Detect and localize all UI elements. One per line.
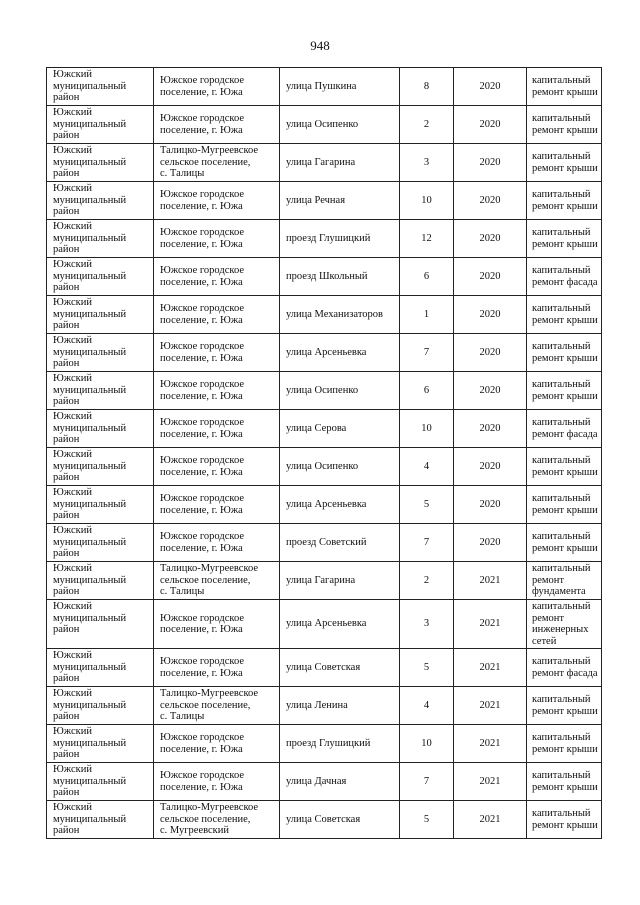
cell-work-type: капитальный ремонт крыши xyxy=(527,486,602,524)
cell-street: улица Арсеньевка xyxy=(280,334,400,372)
table-row xyxy=(47,296,602,334)
cell-year: 2020 xyxy=(454,144,527,182)
cell-street: улица Советская xyxy=(280,801,400,839)
table-row xyxy=(47,801,602,839)
cell-work-type: капитальный ремонт крыши xyxy=(527,106,602,144)
cell-district: Южский муниципальный район xyxy=(47,220,154,258)
cell-street: улица Дачная xyxy=(280,763,400,801)
cell-settlement: Талицко-Мугреевское сельское поселение, с. Мугреевский xyxy=(154,801,280,839)
table-row xyxy=(47,410,602,448)
cell-district: Южский муниципальный район xyxy=(47,763,154,801)
cell-street: улица Гагарина xyxy=(280,144,400,182)
cell-settlement: Южское городское поселение, г. Южа xyxy=(154,258,280,296)
table-row xyxy=(47,334,602,372)
cell-settlement: Южское городское поселение, г. Южа xyxy=(154,725,280,763)
cell-district: Южский муниципальный район xyxy=(47,524,154,562)
cell-district: Южский муниципальный район xyxy=(47,410,154,448)
cell-district: Южский муниципальный район xyxy=(47,486,154,524)
cell-house-number: 3 xyxy=(400,600,454,649)
cell-street: улица Гагарина xyxy=(280,562,400,600)
cell-district: Южский муниципальный район xyxy=(47,448,154,486)
cell-district: Южский муниципальный район xyxy=(47,68,154,106)
cell-district: Южский муниципальный район xyxy=(47,687,154,725)
cell-district: Южский муниципальный район xyxy=(47,144,154,182)
cell-street: улица Осипенко xyxy=(280,106,400,144)
cell-street: улица Речная xyxy=(280,182,400,220)
cell-house-number: 10 xyxy=(400,410,454,448)
cell-work-type: капитальный ремонт крыши xyxy=(527,182,602,220)
table-body xyxy=(47,68,602,839)
cell-work-type: капитальный ремонт крыши xyxy=(527,372,602,410)
cell-work-type: капитальный ремонт крыши xyxy=(527,334,602,372)
cell-house-number: 7 xyxy=(400,524,454,562)
cell-district: Южский муниципальный район xyxy=(47,649,154,687)
cell-work-type: капитальный ремонт крыши xyxy=(527,220,602,258)
cell-district: Южский муниципальный район xyxy=(47,801,154,839)
cell-year: 2021 xyxy=(454,725,527,763)
cell-settlement: Южское городское поселение, г. Южа xyxy=(154,763,280,801)
cell-house-number: 7 xyxy=(400,763,454,801)
cell-settlement: Южское городское поселение, г. Южа xyxy=(154,524,280,562)
cell-year: 2021 xyxy=(454,649,527,687)
cell-work-type: капитальный ремонт фасада xyxy=(527,649,602,687)
cell-house-number: 3 xyxy=(400,144,454,182)
table-row xyxy=(47,448,602,486)
cell-settlement: Южское городское поселение, г. Южа xyxy=(154,600,280,649)
cell-house-number: 4 xyxy=(400,448,454,486)
cell-work-type: капитальный ремонт фасада xyxy=(527,258,602,296)
cell-house-number: 10 xyxy=(400,182,454,220)
cell-settlement: Южское городское поселение, г. Южа xyxy=(154,296,280,334)
cell-district: Южский муниципальный район xyxy=(47,372,154,410)
cell-district: Южский муниципальный район xyxy=(47,296,154,334)
cell-street: проезд Глушицкий xyxy=(280,220,400,258)
cell-work-type: капитальный ремонт инженерных сетей xyxy=(527,600,602,649)
table-row xyxy=(47,649,602,687)
cell-street: улица Механизаторов xyxy=(280,296,400,334)
cell-year: 2021 xyxy=(454,763,527,801)
page-number: 948 xyxy=(310,38,330,53)
cell-street: улица Серова xyxy=(280,410,400,448)
cell-settlement: Южское городское поселение, г. Южа xyxy=(154,448,280,486)
cell-house-number: 4 xyxy=(400,687,454,725)
table-row xyxy=(47,763,602,801)
cell-settlement: Южское городское поселение, г. Южа xyxy=(154,372,280,410)
cell-year: 2020 xyxy=(454,296,527,334)
cell-work-type: капитальный ремонт крыши xyxy=(527,763,602,801)
cell-year: 2020 xyxy=(454,448,527,486)
cell-year: 2020 xyxy=(454,524,527,562)
cell-work-type: капитальный ремонт крыши xyxy=(527,801,602,839)
cell-street: улица Арсеньевка xyxy=(280,486,400,524)
cell-house-number: 5 xyxy=(400,801,454,839)
cell-house-number: 6 xyxy=(400,372,454,410)
cell-settlement: Южское городское поселение, г. Южа xyxy=(154,649,280,687)
cell-year: 2021 xyxy=(454,687,527,725)
cell-district: Южский муниципальный район xyxy=(47,725,154,763)
table-row xyxy=(47,182,602,220)
cell-year: 2021 xyxy=(454,801,527,839)
table-row xyxy=(47,258,602,296)
cell-district: Южский муниципальный район xyxy=(47,600,154,649)
table-row xyxy=(47,600,602,649)
cell-work-type: капитальный ремонт крыши xyxy=(527,296,602,334)
cell-district: Южский муниципальный район xyxy=(47,334,154,372)
table-row xyxy=(47,562,602,600)
cell-work-type: капитальный ремонт фундамента xyxy=(527,562,602,600)
table-row xyxy=(47,106,602,144)
cell-district: Южский муниципальный район xyxy=(47,182,154,220)
table-row xyxy=(47,220,602,258)
table-row xyxy=(47,486,602,524)
cell-house-number: 12 xyxy=(400,220,454,258)
table-row xyxy=(47,372,602,410)
cell-district: Южский муниципальный район xyxy=(47,562,154,600)
cell-district: Южский муниципальный район xyxy=(47,106,154,144)
cell-street: проезд Советский xyxy=(280,524,400,562)
cell-settlement: Талицко-Мугреевское сельское поселение, с. Талицы xyxy=(154,562,280,600)
cell-street: проезд Глушицкий xyxy=(280,725,400,763)
cell-work-type: капитальный ремонт крыши xyxy=(527,524,602,562)
cell-year: 2020 xyxy=(454,220,527,258)
cell-year: 2020 xyxy=(454,372,527,410)
repair-schedule-table xyxy=(46,67,602,839)
cell-settlement: Талицко-Мугреевское сельское поселение, с. Талицы xyxy=(154,144,280,182)
cell-settlement: Южское городское поселение, г. Южа xyxy=(154,68,280,106)
cell-settlement: Талицко-Мугреевское сельское поселение, с. Талицы xyxy=(154,687,280,725)
cell-settlement: Южское городское поселение, г. Южа xyxy=(154,486,280,524)
cell-street: улица Осипенко xyxy=(280,448,400,486)
cell-settlement: Южское городское поселение, г. Южа xyxy=(154,106,280,144)
cell-house-number: 2 xyxy=(400,562,454,600)
cell-year: 2020 xyxy=(454,486,527,524)
cell-house-number: 2 xyxy=(400,106,454,144)
cell-settlement: Южское городское поселение, г. Южа xyxy=(154,220,280,258)
cell-street: улица Арсеньевка xyxy=(280,600,400,649)
cell-settlement: Южское городское поселение, г. Южа xyxy=(154,410,280,448)
table-row xyxy=(47,524,602,562)
cell-settlement: Южское городское поселение, г. Южа xyxy=(154,182,280,220)
cell-year: 2020 xyxy=(454,258,527,296)
table-row xyxy=(47,687,602,725)
cell-street: улица Пушкина xyxy=(280,68,400,106)
cell-year: 2020 xyxy=(454,106,527,144)
cell-year: 2020 xyxy=(454,68,527,106)
cell-work-type: капитальный ремонт крыши xyxy=(527,144,602,182)
cell-work-type: капитальный ремонт крыши xyxy=(527,68,602,106)
cell-street: проезд Школьный xyxy=(280,258,400,296)
cell-work-type: капитальный ремонт крыши xyxy=(527,725,602,763)
cell-house-number: 8 xyxy=(400,68,454,106)
cell-street: улица Осипенко xyxy=(280,372,400,410)
cell-house-number: 10 xyxy=(400,725,454,763)
cell-house-number: 7 xyxy=(400,334,454,372)
cell-year: 2020 xyxy=(454,410,527,448)
cell-house-number: 5 xyxy=(400,486,454,524)
cell-year: 2021 xyxy=(454,600,527,649)
cell-work-type: капитальный ремонт фасада xyxy=(527,410,602,448)
cell-year: 2021 xyxy=(454,562,527,600)
table-row xyxy=(47,144,602,182)
cell-work-type: капитальный ремонт крыши xyxy=(527,448,602,486)
cell-street: улица Советская xyxy=(280,649,400,687)
cell-settlement: Южское городское поселение, г. Южа xyxy=(154,334,280,372)
table-row xyxy=(47,68,602,106)
cell-house-number: 1 xyxy=(400,296,454,334)
cell-house-number: 6 xyxy=(400,258,454,296)
cell-year: 2020 xyxy=(454,334,527,372)
cell-work-type: капитальный ремонт крыши xyxy=(527,687,602,725)
cell-house-number: 5 xyxy=(400,649,454,687)
cell-district: Южский муниципальный район xyxy=(47,258,154,296)
cell-street: улица Ленина xyxy=(280,687,400,725)
cell-year: 2020 xyxy=(454,182,527,220)
table-row xyxy=(47,725,602,763)
